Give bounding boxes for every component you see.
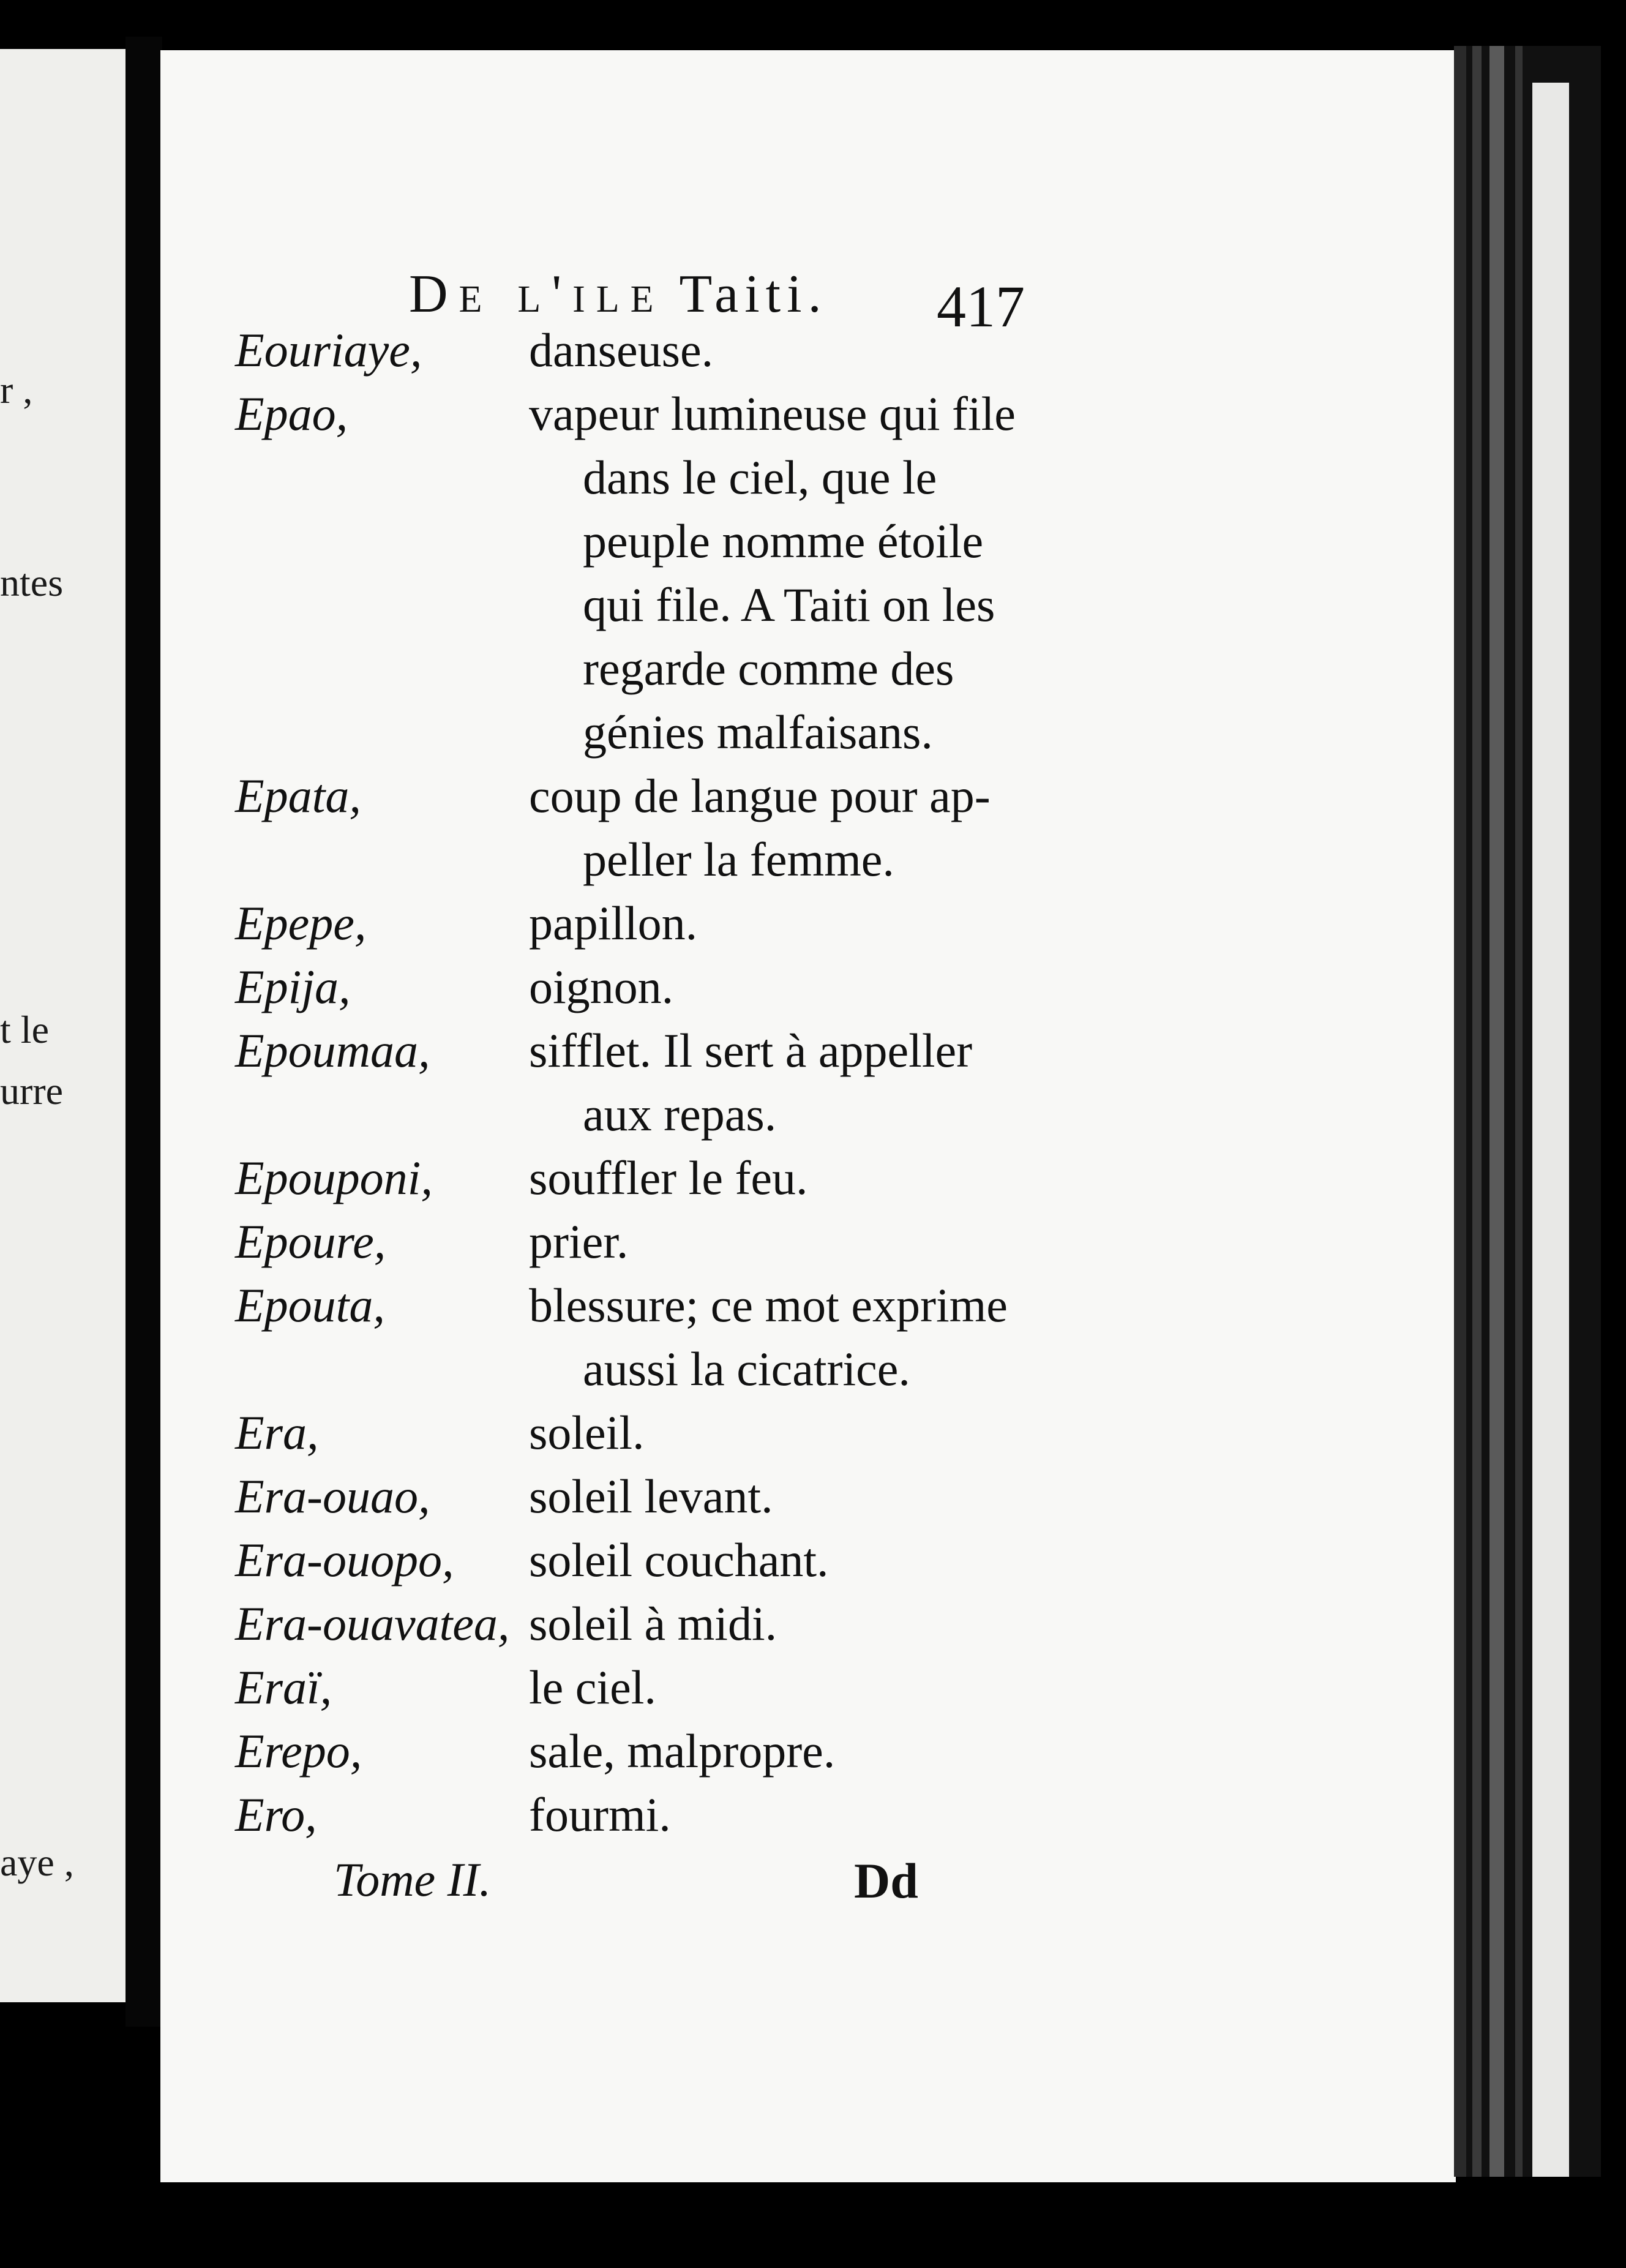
headword: Epao, xyxy=(235,387,348,440)
volume-footer: Tome II. xyxy=(334,1853,492,1906)
fragment-text: ntes xyxy=(0,561,64,604)
definition-line: dans le ciel, que le xyxy=(583,451,937,504)
definition-line: souffler le feu. xyxy=(529,1151,808,1204)
fragment-text: aye , xyxy=(0,1841,74,1884)
fragment-text: urre xyxy=(0,1069,64,1113)
glossary-entry xyxy=(235,1656,1055,1719)
definition-line: coup de langue pour ap- xyxy=(529,769,991,822)
headword: Era, xyxy=(235,1406,319,1459)
headword: Epepe, xyxy=(235,896,367,950)
definition-line: soleil levant. xyxy=(529,1470,773,1523)
definition-line: le ciel. xyxy=(529,1661,656,1714)
definition-line: peller la femme. xyxy=(583,833,894,886)
headword: Eouriaye, xyxy=(235,323,422,377)
fragment-text: t le xyxy=(0,1008,49,1051)
headword: Era-ouao, xyxy=(235,1470,430,1523)
fragment-text: r , xyxy=(0,368,33,411)
glossary-entry xyxy=(235,1592,1055,1656)
definition-line: aussi la cicatrice. xyxy=(583,1342,910,1395)
definition-line: peuple nomme étoile xyxy=(583,514,984,568)
glossary-entry xyxy=(235,1146,1055,1210)
glossary-entry xyxy=(235,382,1055,764)
headword: Epouponi, xyxy=(235,1151,433,1204)
glossary-entry xyxy=(235,1019,1055,1146)
glossary-entry xyxy=(235,1465,1055,1528)
definition-line: aux repas. xyxy=(583,1087,777,1141)
glossary-entry xyxy=(235,1210,1055,1274)
definition-line: vapeur lumineuse qui file xyxy=(529,387,1016,440)
running-head xyxy=(409,263,828,325)
signature-mark: Dd xyxy=(854,1853,918,1909)
headword: Era-ouopo, xyxy=(235,1533,454,1586)
definition-line: oignon. xyxy=(529,960,674,1013)
glossary-entry xyxy=(235,1274,1055,1401)
page-edges xyxy=(1454,46,1601,2177)
glossary-entries xyxy=(235,318,1055,1847)
definition-line: soleil couchant. xyxy=(529,1533,829,1586)
page-number: 417 xyxy=(937,274,1025,339)
glossary-entry xyxy=(235,892,1055,955)
headword: Ero, xyxy=(235,1788,317,1841)
headword: Era-ouavatea, xyxy=(235,1597,510,1650)
definition-line: prier. xyxy=(529,1215,629,1268)
definition-line: papillon. xyxy=(529,896,698,950)
headword: Epata, xyxy=(235,769,361,822)
headword: Epoure, xyxy=(235,1215,386,1268)
definition-line: fourmi. xyxy=(529,1788,671,1841)
book-gutter xyxy=(126,37,162,2027)
definition-line: sifflet. Il sert à appeller xyxy=(529,1024,973,1077)
definition-line: qui file. A Taiti on les xyxy=(583,578,995,631)
definition-line: danseuse. xyxy=(529,323,714,377)
definition-line: soleil. xyxy=(529,1406,645,1459)
definition-line: blessure; ce mot exprime xyxy=(529,1279,1008,1332)
glossary-entry xyxy=(235,1783,1055,1847)
headword: Epouta, xyxy=(235,1279,385,1332)
running-head-title: Taiti. xyxy=(679,265,828,324)
headword: Epoumaa, xyxy=(235,1024,430,1077)
glossary-entry xyxy=(235,764,1055,892)
definition-line: sale, malpropre. xyxy=(529,1724,836,1778)
headword: Erepo, xyxy=(235,1724,362,1778)
glossary-entry xyxy=(235,1719,1055,1783)
running-head-prefix: De l'ile xyxy=(409,265,665,324)
glossary-entry xyxy=(235,1528,1055,1592)
headword: Epija, xyxy=(235,960,351,1013)
headword: Eraï, xyxy=(235,1661,332,1714)
definition-line: soleil à midi. xyxy=(529,1597,777,1650)
glossary-entry xyxy=(235,955,1055,1019)
definition-line: regarde comme des xyxy=(583,642,954,695)
facing-page-fragment xyxy=(0,49,126,2002)
definition-line: génies malfaisans. xyxy=(583,705,933,759)
glossary-entry xyxy=(235,318,1055,382)
glossary-entry xyxy=(235,1401,1055,1465)
